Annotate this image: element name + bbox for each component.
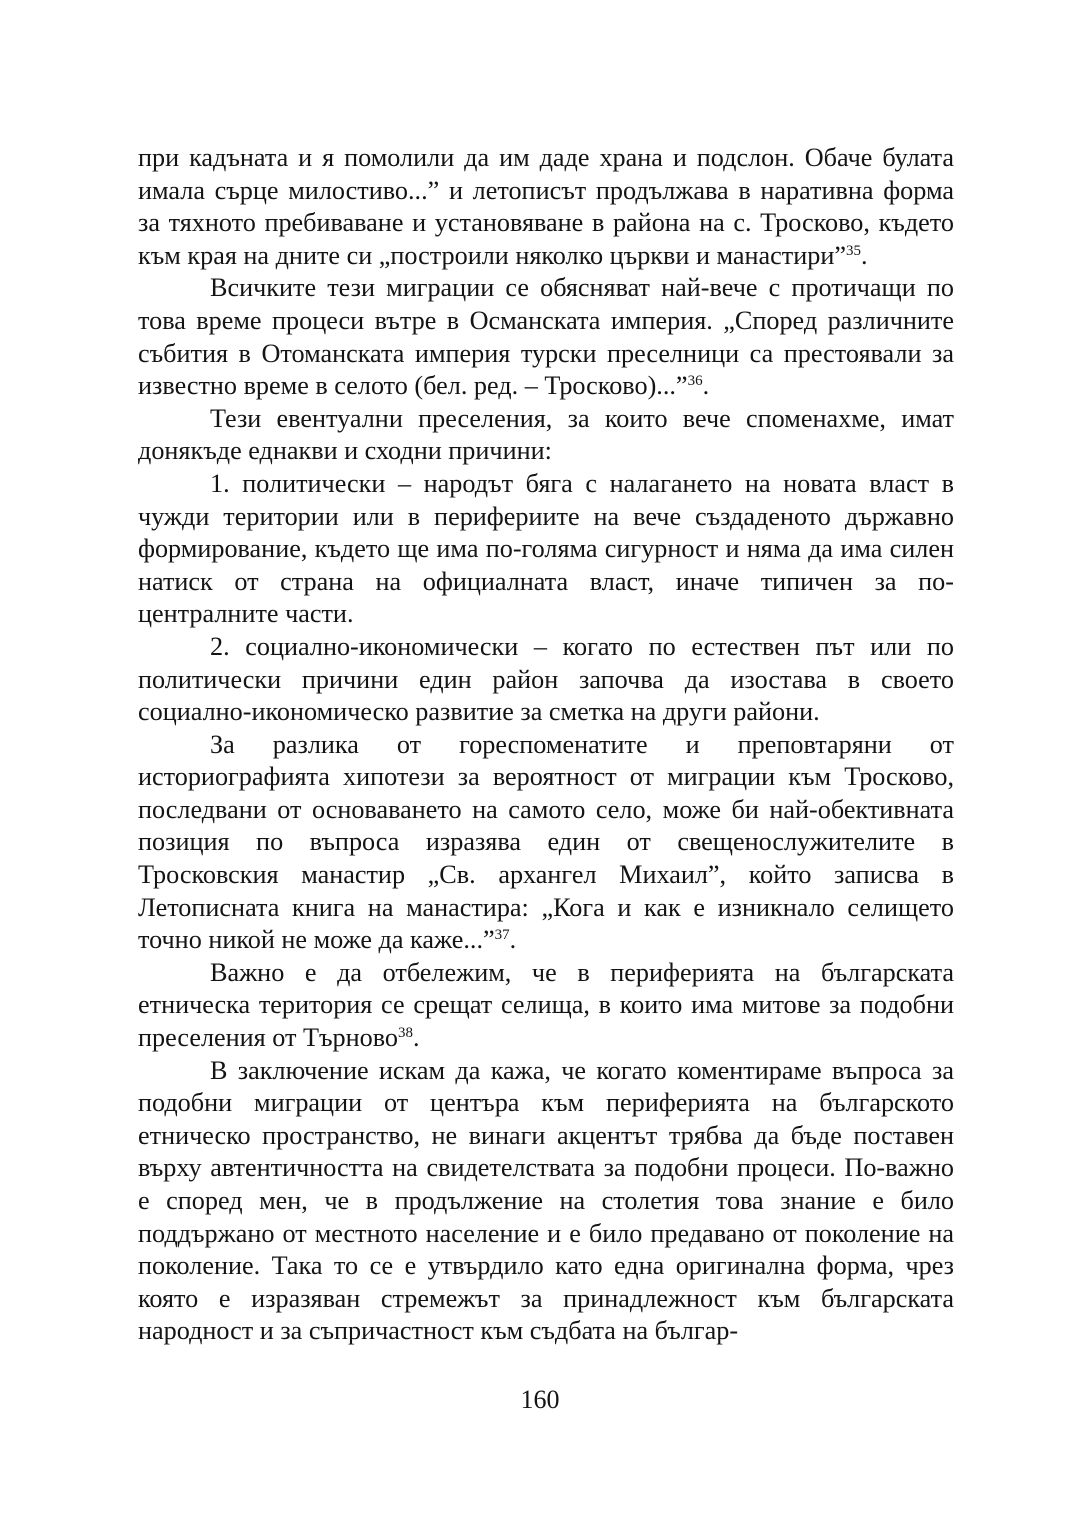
footnote-ref: 36 [687,373,703,390]
paragraph-text: В заключение искам да кажа, че когато коментираме въпроса за подобни миграции от центъра към периферията на българското етническо пространство, не винаги акцентът трябва да бъде поставен върху автентичността на свидетелствата за подобни процеси. По-важно е според мен, че в продължение на столетия това знание е било поддържано от местното население и е било предавано от поколение на поколение. Така то се е утвърдило като една оригинална форма, чрез която е изразяван стремежът за принадлежност към българската народност и за съпричастност към съдбата на българ- [138,1055,954,1346]
paragraph-text: Тези евентуални преселения, за които вече споменахме, имат донякъде еднакви и сходни причини: [138,403,954,466]
footnote-ref: 37 [494,927,510,944]
paragraph-text: при кадъната и я помолили да им даде храна и подслон. Обаче булата имала сърце милостиво...” и летописът продължава в наративна форма за тяхното пребиваване и установяване в района на с. Тросково, където към края на дните си „построили няколко църкви и манастири” [138,143,954,270]
paragraph-end: . [860,240,868,270]
paragraph-text: За разлика от гореспоменатите и преповтаряни от историографията хипотези за вероятност от миграции към Тросково, последвани от основаването на самото село, може би най-обективната позиция по въпроса изразява един от свещенослужителите в Тросковския манастир „Св. архангел Михаил”, който записва в Летописната книга на манастира: „Кога и как е изникнало селището точно никой не може да каже...” [138,729,954,955]
body-text [138,142,954,1348]
paragraph-3 [138,403,954,468]
footnote-ref: 38 [398,1025,414,1042]
footnote-ref: 35 [845,242,861,259]
paragraph-end: . [702,371,710,401]
list-item-1 [138,468,954,631]
paragraph-text: Важно е да отбележим, че в периферията на българската етническа територия се срещат селища, в които има митове за подобни преселения от Търново [138,957,954,1053]
list-item-2 [138,631,954,729]
paragraph-4 [138,729,954,957]
paragraph-5 [138,957,954,1055]
page-number: 160 [520,1385,560,1414]
paragraph-2 [138,272,954,402]
paragraph-end: . [509,925,517,955]
paragraph-6 [138,1055,954,1348]
paragraph-text: 2. социално-икономически – когато по естествен път или по политически причини един район започва да изостава в своето социално-икономическо развитие за сметка на други райони. [138,631,954,727]
paragraph-end: . [413,1023,420,1053]
paragraph-text: 1. политически – народът бяга с налагането на новата власт в чужди територии или в перифериите на вече създаденото държавно формирование, където ще има по-голяма сигурност и няма да има силен натиск от страна на официалната власт, иначе типичен за по-централните части. [138,468,954,629]
paragraph-1 [138,142,954,272]
paragraph-text: Всичките тези миграции се обясняват най-вече с протичащи по това време процеси вътре в Османската империя. „Според различните събития в Отоманската империя турски преселници са престоявали за известно време в селото (бел. ред. – Тросково)...” [138,273,954,401]
